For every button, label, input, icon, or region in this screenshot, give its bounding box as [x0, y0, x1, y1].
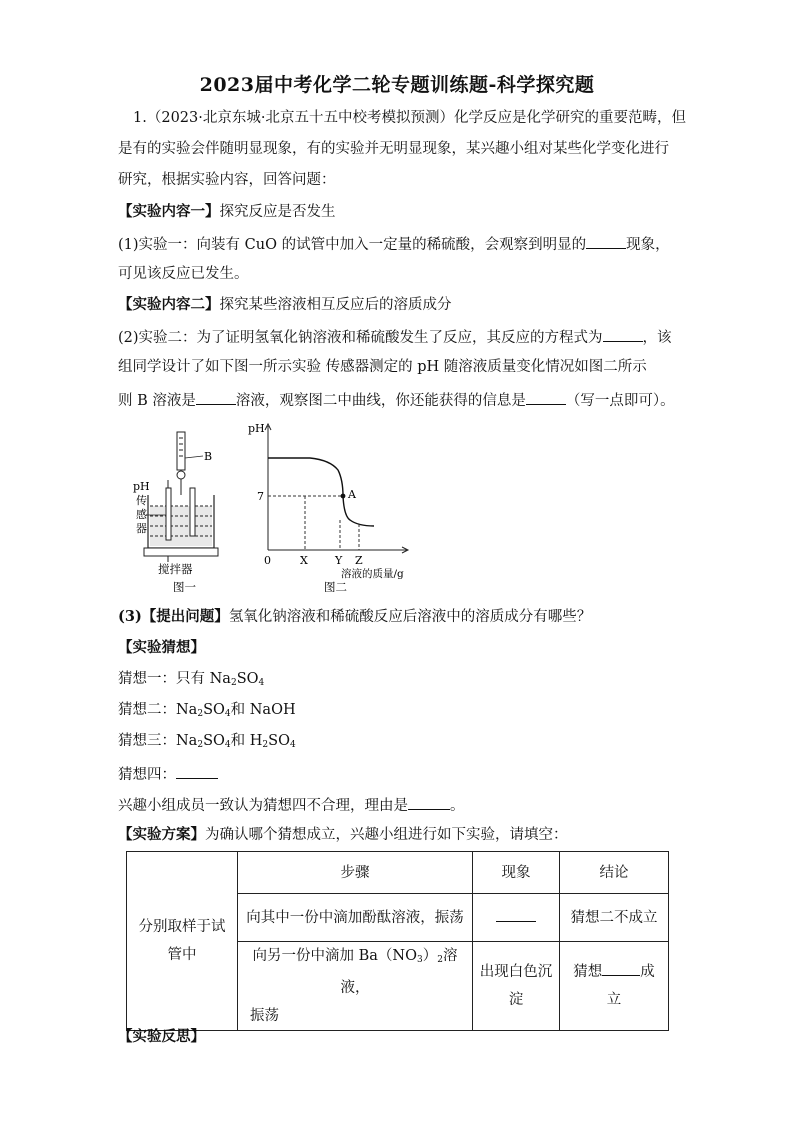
figure-2-ph-chart — [240, 420, 420, 592]
x-axis-label: 溶液的质量/g — [341, 568, 404, 580]
answer-blank[interactable] — [196, 389, 236, 405]
svg-text:感: 感 — [136, 508, 147, 521]
page-title: 2023届中考化学二轮专题训练题-科学探究题 — [199, 74, 595, 96]
x-tick-x: X — [300, 554, 308, 567]
svg-text:器: 器 — [136, 522, 147, 535]
header-observation: 现象 — [473, 852, 560, 894]
figure-2-caption: 图二 — [324, 580, 347, 592]
header-conclusion: 结论 — [560, 852, 669, 894]
row2-step: 向另一份中滴加 $Ba(NO_3)_2$溶液， 振荡 — [238, 942, 473, 1031]
answer-blank[interactable] — [603, 326, 643, 342]
figure-1-apparatus — [128, 420, 233, 592]
svg-text:传: 传 — [136, 494, 147, 507]
part-1-line-2: 可见该反应已发生。 — [118, 266, 249, 282]
guess-3: 猜想三：$Na_2SO_4$和 $H_2SO_4$ — [118, 733, 296, 750]
part-2-line-3: 则 B 溶液是 溶液，观察图二中曲线，你还能获得的信息是 （写一点即可）。 — [118, 389, 675, 411]
label-b: B — [204, 450, 213, 463]
section-guess: 【实验猜想】 — [118, 639, 205, 656]
y-tick-7: 7 — [257, 490, 264, 503]
guess-2: 猜想二：$Na_2SO_4$和 NaOH — [118, 702, 296, 719]
svg-text:pH: pH — [133, 480, 150, 493]
question-1-line-3: 研究，根据实验内容，回答问题： — [118, 172, 336, 188]
part-2-line-1: (2)实验二：为了证明氢氧化钠溶液和稀硫酸发生了反应，其反应的方程式为 ，该 — [118, 326, 672, 348]
x-tick-y: Y — [335, 554, 343, 567]
section-exp1: 【实验内容一】探究反应是否发生 — [118, 203, 336, 220]
guess-1: 猜想一：只有 $Na_2SO_4$ — [118, 671, 265, 688]
question-1-line-1: 1.（2023·北京东城·北京五十五中校考模拟预测）化学反应是化学研究的重要范畴，但 — [133, 110, 686, 126]
row2-observation: 出现白色沉 淀 — [473, 942, 560, 1031]
answer-blank[interactable] — [602, 960, 640, 976]
part-2-line-2: 组同学设计了如下图一所示实验 传感器测定的 pH 随溶液质量变化情况如图二所示 — [118, 359, 647, 375]
figure-1-caption: 图一 — [173, 580, 196, 592]
answer-blank[interactable] — [496, 906, 536, 922]
row1-step: 向其中一份中滴加酚酞溶液，振荡 — [238, 894, 473, 942]
stirrer — [144, 548, 218, 556]
point-a — [341, 494, 346, 499]
answer-blank[interactable] — [408, 794, 450, 810]
origin-label: 0 — [264, 554, 271, 567]
table-header-row — [127, 852, 669, 894]
reason-line: 兴趣小组成员一致认为猜想四不合理，理由是 。 — [118, 794, 465, 816]
section-plan: 【实验方案】为确认哪个猜想成立，兴趣小组进行如下实验，请填空： — [118, 826, 568, 843]
x-tick-z: Z — [355, 554, 363, 567]
section-reflection: 【实验反思】 — [118, 1028, 205, 1045]
question-1-line-2: 是有的实验会伴随明显现象，有的实验并无明显现象，某兴趣小组对某些化学变化进行 — [118, 141, 669, 157]
row1-observation — [473, 894, 560, 942]
svg-text:搅拌器: 搅拌器 — [158, 562, 193, 576]
row1-conclusion: 猜想二不成立 — [560, 894, 669, 942]
section-exp2: 【实验内容二】探究某些溶液相互反应后的溶质成分 — [118, 296, 452, 313]
y-axis-label: pH — [248, 422, 265, 435]
stopcock — [177, 471, 185, 479]
experiment-table — [126, 851, 669, 1031]
ph-curve — [268, 458, 374, 526]
guess-4: 猜想四： — [118, 763, 218, 785]
row2-conclusion: 猜想 成 立 — [560, 942, 669, 1031]
header-step: 步骤 — [238, 852, 473, 894]
point-a-label: A — [348, 488, 356, 501]
answer-blank[interactable] — [526, 389, 566, 405]
answer-blank[interactable] — [176, 763, 218, 779]
part-3-question: (3)【提出问题】氢氧化钠溶液和稀硫酸反应后溶液中的溶质成分有哪些？ — [118, 608, 592, 625]
part-1-line-1: (1)实验一：向装有 CuO 的试管中加入一定量的稀硫酸，会观察到明显的 现象， — [118, 233, 670, 255]
table-left-cell: 分别取样于试 管中 — [127, 852, 238, 1031]
answer-blank[interactable] — [586, 233, 626, 249]
ph-sensor-probe — [166, 488, 171, 540]
